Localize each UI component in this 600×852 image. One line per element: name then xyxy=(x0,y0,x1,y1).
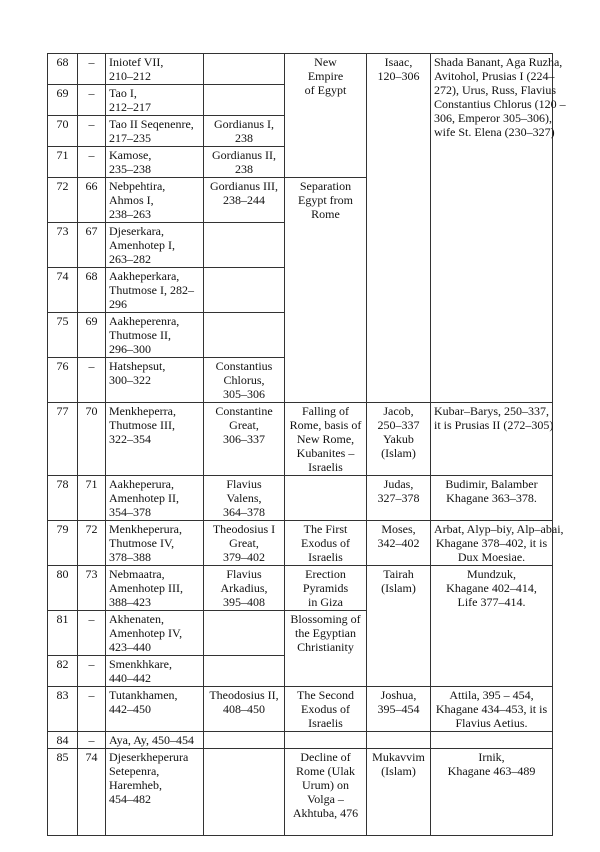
pharaoh-cell xyxy=(106,611,204,656)
dynasty-number: – xyxy=(78,687,106,732)
row-number: 78 xyxy=(48,476,78,521)
pharaoh-cell-line: 212–217 xyxy=(109,100,151,114)
pharaoh-cell xyxy=(106,566,204,611)
emperor-cell-line: Theodosius II, xyxy=(209,688,279,702)
emperor-cell-line: Gordianus II, xyxy=(212,148,276,162)
dynasty-number: – xyxy=(78,358,106,403)
emperor-cell-line: Great, xyxy=(229,536,259,550)
pharaoh-cell-line: 296 xyxy=(109,297,127,311)
pharaoh-cell-line: Djeserkheperura xyxy=(109,750,189,764)
pharaoh-cell-line: Thutmose II, xyxy=(109,328,171,342)
pharaoh-cell-line: 322–354 xyxy=(109,432,151,446)
row-number: 68 xyxy=(48,54,78,85)
row-number: 84 xyxy=(48,732,78,749)
emperor-cell xyxy=(204,313,285,358)
ruler-cell-line: Kubar–Barys, 250–337, xyxy=(434,404,549,418)
emperor-cell-line: Gordianus III, xyxy=(210,179,278,193)
biblical-cell xyxy=(367,476,431,521)
table-row xyxy=(48,732,553,749)
event-cell-line: Exodus of xyxy=(301,702,350,716)
pharaoh-cell-line: Amenhotep IV, xyxy=(109,626,183,640)
pharaoh-cell-line: Smenkhkare, xyxy=(109,657,172,671)
pharaoh-cell xyxy=(106,85,204,116)
biblical-cell xyxy=(367,749,431,836)
biblical-cell-line: (Islam) xyxy=(381,764,416,778)
pharaoh-cell-line: 454–482 xyxy=(109,792,151,806)
event-separation-line: Separation xyxy=(299,179,352,193)
biblical-cell xyxy=(367,732,431,749)
event-new-empire xyxy=(285,54,367,178)
pharaoh-cell-line: Kamose, xyxy=(109,148,152,162)
biblical-tairah-line: Tairah xyxy=(383,567,414,581)
event-separation-line: Rome xyxy=(311,207,340,221)
event-blossoming-line: the Egyptian xyxy=(295,626,356,640)
event-cell-line: Urum) on xyxy=(302,778,349,792)
event-new-empire-line: Empire xyxy=(307,69,344,83)
dynasty-number: 70 xyxy=(78,403,106,476)
emperor-cell-line: 238–244 xyxy=(223,193,265,207)
event-cell xyxy=(285,732,367,749)
emperor-cell-line: Constantius xyxy=(215,359,273,373)
ruler-mundzuk xyxy=(431,566,553,687)
event-cell xyxy=(285,566,367,611)
ruler-mundzuk-line: Khagane 402–414, xyxy=(446,581,537,595)
pharaoh-cell-line: 378–388 xyxy=(109,550,151,564)
ruler-cell xyxy=(431,687,553,732)
row-number: 73 xyxy=(48,223,78,268)
ruler-cell xyxy=(431,749,553,836)
pharaoh-cell-line: Aakheperura, xyxy=(109,477,174,491)
dynasty-number: 66 xyxy=(78,178,106,223)
pharaoh-cell-line: 263–282 xyxy=(109,252,151,266)
pharaoh-cell-line: 296–300 xyxy=(109,342,151,356)
emperor-cell-line: 238 xyxy=(235,131,253,145)
pharaoh-cell-line: Aya, Ay, 450–454 xyxy=(109,733,195,747)
event-cell-line: Falling of xyxy=(302,404,349,418)
event-cell-line: Decline of xyxy=(300,750,351,764)
pharaoh-cell-line: 388–423 xyxy=(109,595,151,609)
table-row xyxy=(48,687,553,732)
pharaoh-cell xyxy=(106,403,204,476)
dynasty-number: – xyxy=(78,54,106,85)
emperor-cell-line: 379–402 xyxy=(223,550,265,564)
event-cell xyxy=(285,403,367,476)
ruler-shada-line: Shada Banant, Aga Ruzha, xyxy=(434,55,563,69)
event-cell-line: Akhtuba, 476 xyxy=(292,806,359,820)
event-cell-line: New Rome, xyxy=(296,432,355,446)
dynasty-number: 73 xyxy=(78,566,106,611)
emperor-cell-line: Flavius xyxy=(226,477,262,491)
chronology-table xyxy=(47,53,566,836)
event-new-empire-line: New xyxy=(314,55,337,69)
ruler-shada-line: Constantius Chlorus (120 – xyxy=(434,97,566,111)
row-number: 85 xyxy=(48,749,78,836)
ruler-cell-line: Attila, 395 – 454, xyxy=(449,688,534,702)
table-row xyxy=(48,403,553,476)
row-number: 70 xyxy=(48,116,78,147)
emperor-cell-line: Constantine xyxy=(215,404,273,418)
biblical-cell-line: 342–402 xyxy=(377,536,420,550)
pharaoh-cell xyxy=(106,476,204,521)
emperor-cell-line: Arkadius, xyxy=(220,581,268,595)
row-number: 75 xyxy=(48,313,78,358)
emperor-cell xyxy=(204,147,285,178)
pharaoh-cell xyxy=(106,178,204,223)
ruler-shada-line: wife St. Elena (230–327) xyxy=(434,125,555,139)
ruler-shada-line: Avitohol, Prusias I (224– xyxy=(434,69,555,83)
emperor-cell xyxy=(204,732,285,749)
pharaoh-cell-line: Tao I, xyxy=(109,86,137,100)
biblical-cell-line: (Islam) xyxy=(381,446,416,460)
event-cell xyxy=(285,476,367,521)
pharaoh-cell-line: Tutankhamen, xyxy=(109,688,178,702)
ruler-cell-line: Budimir, Balamber xyxy=(445,477,538,491)
pharaoh-cell xyxy=(106,749,204,836)
pharaoh-cell xyxy=(106,223,204,268)
pharaoh-cell-line: Nebpehtira, xyxy=(109,179,166,193)
biblical-isaac-line: 120–306 xyxy=(377,69,420,83)
pharaoh-cell-line: 235–238 xyxy=(109,162,151,176)
emperor-cell xyxy=(204,687,285,732)
dynasty-number: 68 xyxy=(78,268,106,313)
pharaoh-cell xyxy=(106,313,204,358)
event-separation xyxy=(285,178,367,403)
pharaoh-cell-line: Haremheb, xyxy=(109,778,162,792)
biblical-isaac xyxy=(367,54,431,403)
row-number: 80 xyxy=(48,566,78,611)
emperor-cell-line: 306–337 xyxy=(223,432,265,446)
pharaoh-cell-line: Thutmose I, 282– xyxy=(109,283,194,297)
ruler-cell xyxy=(431,521,564,566)
row-number: 81 xyxy=(48,611,78,656)
pharaoh-cell-line: Akhenaten, xyxy=(109,612,164,626)
dynasty-number: 74 xyxy=(78,749,106,836)
pharaoh-cell-line: 210–212 xyxy=(109,69,151,83)
emperor-cell-line: Chlorus, xyxy=(223,373,265,387)
emperor-cell-line: Valens, xyxy=(226,491,262,505)
emperor-cell-line: 238 xyxy=(235,162,253,176)
ruler-cell xyxy=(431,403,553,476)
emperor-cell-line: 305–306 xyxy=(223,387,265,401)
event-cell-line: Israelis xyxy=(308,550,343,564)
table-row xyxy=(48,566,553,611)
row-number: 83 xyxy=(48,687,78,732)
pharaoh-cell-line: Menkheperra, xyxy=(109,404,176,418)
pharaoh-cell xyxy=(106,732,204,749)
pharaoh-cell-line: Thutmose IV, xyxy=(109,536,175,550)
emperor-cell-line: Gordianus I, xyxy=(214,117,274,131)
emperor-cell xyxy=(204,566,285,611)
ruler-cell xyxy=(431,732,553,749)
ruler-mundzuk-line: Mundzuk, xyxy=(467,567,516,581)
pharaoh-cell-line: Tao II Seqenenre, xyxy=(109,117,194,131)
pharaoh-cell-line: 423–440 xyxy=(109,640,151,654)
row-number: 76 xyxy=(48,358,78,403)
pharaoh-cell xyxy=(106,521,204,566)
ruler-cell-line: Khagane 463–489 xyxy=(447,764,536,778)
event-cell xyxy=(285,521,367,566)
biblical-cell-line: Mukavvim xyxy=(372,750,425,764)
event-cell-line: Rome, basis of xyxy=(289,418,362,432)
ruler-cell-line: Khagane 378–402, it is xyxy=(435,536,548,550)
pharaoh-cell-line: 217–235 xyxy=(109,131,151,145)
pharaoh-cell-line: Hatshepsut, xyxy=(109,359,166,373)
biblical-cell-line: 327–378 xyxy=(377,491,420,505)
emperor-cell xyxy=(204,656,285,687)
emperor-cell-line: 408–450 xyxy=(223,702,265,716)
row-number: 79 xyxy=(48,521,78,566)
pharaoh-cell-line: 238–263 xyxy=(109,207,151,221)
pharaoh-cell-line: Aakheperenra, xyxy=(109,314,180,328)
emperor-cell xyxy=(204,268,285,313)
emperor-cell xyxy=(204,521,285,566)
biblical-cell xyxy=(367,687,431,732)
event-cell-line: Erection xyxy=(305,567,346,581)
biblical-cell-line: Yakub xyxy=(383,432,414,446)
ruler-cell-line: Irnik, xyxy=(478,750,505,764)
emperor-cell-line: 364–378 xyxy=(223,505,265,519)
biblical-cell-line: Joshua, xyxy=(380,688,417,702)
dynasty-number: – xyxy=(78,116,106,147)
emperor-cell xyxy=(204,476,285,521)
row-number: 74 xyxy=(48,268,78,313)
biblical-cell xyxy=(367,403,431,476)
dynasty-number: – xyxy=(78,611,106,656)
event-cell-line: Israelis xyxy=(308,716,343,730)
ruler-shada-line: 272), Urus, Russ, Flavius xyxy=(434,83,557,97)
pharaoh-cell-line: Nebmaatra, xyxy=(109,567,165,581)
dynasty-number: 71 xyxy=(78,476,106,521)
pharaoh-cell xyxy=(106,687,204,732)
event-cell-line: Rome (Ulak xyxy=(296,764,355,778)
event-cell-line: The Second xyxy=(297,688,354,702)
emperor-cell xyxy=(204,54,285,85)
event-cell-line: Israelis xyxy=(308,460,343,474)
event-cell-line: The First xyxy=(303,522,348,536)
biblical-cell-line: Moses, xyxy=(381,522,416,536)
pharaoh-cell-line: Ahmos I, xyxy=(109,193,154,207)
pharaoh-cell-line: Setepenra, xyxy=(109,764,160,778)
pharaoh-cell-line: Thutmose III, xyxy=(109,418,175,432)
event-new-empire-line: of Egypt xyxy=(304,83,347,97)
event-cell-line: in Giza xyxy=(308,595,343,609)
ruler-cell-line: Khagane 363–378. xyxy=(446,491,537,505)
event-cell-line: Exodus of xyxy=(301,536,350,550)
pharaoh-cell-line: Amenhotep I, xyxy=(109,238,175,252)
event-separation-line: Egypt from xyxy=(298,193,353,207)
dynasty-number: 72 xyxy=(78,521,106,566)
row-number: 71 xyxy=(48,147,78,178)
emperor-cell xyxy=(204,223,285,268)
event-blossoming xyxy=(285,611,367,687)
dynasty-number: – xyxy=(78,85,106,116)
event-cell-line: Volga – xyxy=(307,792,344,806)
ruler-shada-line: 306, Emperor 305–306), xyxy=(434,111,552,125)
pharaoh-cell-line: 442–450 xyxy=(109,702,151,716)
emperor-cell-line: Great, xyxy=(229,418,259,432)
biblical-cell xyxy=(367,521,431,566)
pharaoh-cell xyxy=(106,268,204,313)
table-row xyxy=(48,54,553,85)
event-cell-line: Pyramids xyxy=(302,581,349,595)
emperor-cell-line: 395–408 xyxy=(223,595,265,609)
table-row xyxy=(48,749,553,836)
emperor-cell xyxy=(204,611,285,656)
emperor-cell xyxy=(204,85,285,116)
biblical-cell-line: Judas, xyxy=(383,477,414,491)
pharaoh-cell xyxy=(106,358,204,403)
pharaoh-cell-line: 354–378 xyxy=(109,505,151,519)
event-blossoming-line: Christianity xyxy=(297,640,354,654)
pharaoh-cell-line: 300–322 xyxy=(109,373,151,387)
dynasty-number: 69 xyxy=(78,313,106,358)
ruler-cell-line: it is Prusias II (272–305) xyxy=(434,418,554,432)
emperor-cell-line: Theodosius I xyxy=(212,522,276,536)
table-row xyxy=(48,476,553,521)
row-number: 82 xyxy=(48,656,78,687)
event-cell xyxy=(285,687,367,732)
emperor-cell xyxy=(204,749,285,836)
biblical-tairah-line: (Islam) xyxy=(381,581,416,595)
table-row xyxy=(48,521,553,566)
pharaoh-cell xyxy=(106,656,204,687)
event-cell-line: Kubanites – xyxy=(296,446,355,460)
pharaoh-cell xyxy=(106,116,204,147)
dynasty-number: – xyxy=(78,732,106,749)
pharaoh-cell-line: Aakheperkara, xyxy=(109,269,180,283)
emperor-cell xyxy=(204,358,285,403)
ruler-shada xyxy=(431,54,566,403)
biblical-tairah xyxy=(367,566,431,687)
row-number: 72 xyxy=(48,178,78,223)
ruler-cell-line: Arbat, Alyp–biy, Alp–abai, xyxy=(434,522,564,536)
pharaoh-cell-line: Amenhotep III, xyxy=(109,581,183,595)
biblical-isaac-line: Isaac, xyxy=(384,55,413,69)
emperor-cell xyxy=(204,403,285,476)
ruler-mundzuk-line: Life 377–414. xyxy=(457,595,526,609)
event-blossoming-line: Blossoming of xyxy=(290,612,361,626)
dynasty-number: – xyxy=(78,147,106,178)
pharaoh-cell-line: Djeserkara, xyxy=(109,224,164,238)
emperor-cell xyxy=(204,178,285,223)
row-number: 69 xyxy=(48,85,78,116)
biblical-cell-line: Jacob, xyxy=(383,404,414,418)
dynasty-number: 67 xyxy=(78,223,106,268)
emperor-cell xyxy=(204,116,285,147)
pharaoh-cell-line: Menkheperura, xyxy=(109,522,182,536)
biblical-cell-line: 395–454 xyxy=(377,702,420,716)
emperor-cell-line: Flavius xyxy=(226,567,262,581)
pharaoh-cell-line: Amenhotep II, xyxy=(109,491,179,505)
ruler-cell-line: Dux Moesiae. xyxy=(457,550,526,564)
pharaoh-cell xyxy=(106,54,204,85)
row-number: 77 xyxy=(48,403,78,476)
pharaoh-cell-line: Iniotef VII, xyxy=(109,55,164,69)
pharaoh-cell-line: 440–442 xyxy=(109,671,151,685)
biblical-cell-line: 250–337 xyxy=(377,418,420,432)
ruler-cell xyxy=(431,476,553,521)
pharaoh-cell xyxy=(106,147,204,178)
dynasty-number: – xyxy=(78,656,106,687)
ruler-cell-line: Khagane 434–453, it is xyxy=(435,702,548,716)
ruler-cell-line: Flavius Aetius. xyxy=(455,716,528,730)
event-cell xyxy=(285,749,367,836)
